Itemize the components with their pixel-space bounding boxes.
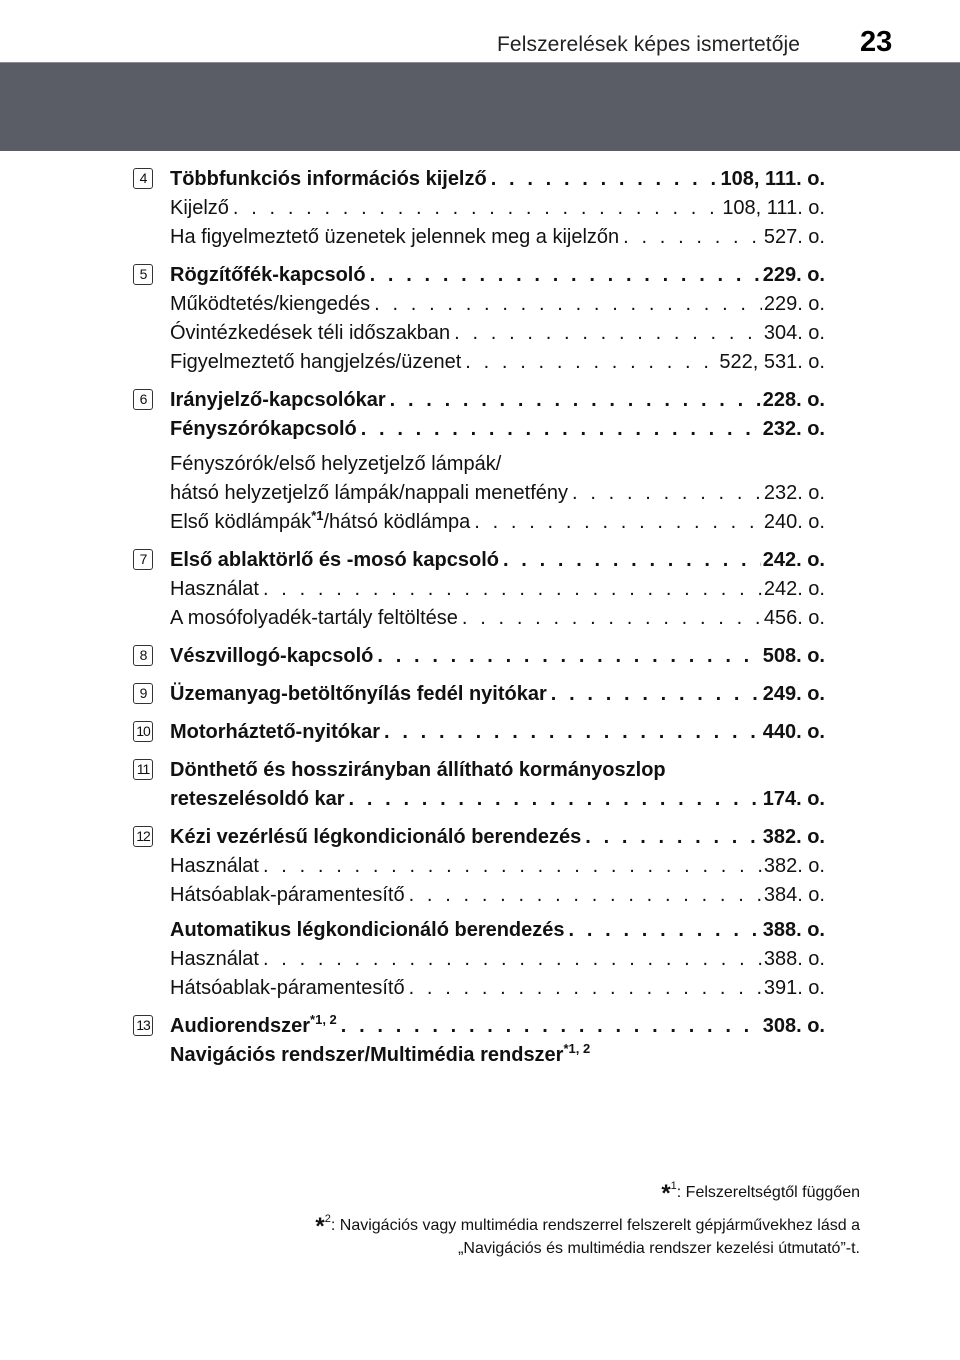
item-number-badge: 7 [133,549,153,570]
entry-heading-line [170,261,825,290]
dot-leader [547,680,761,709]
dot-leader [337,1012,761,1041]
item-number-badge: 9 [133,683,153,704]
item-number-badge: 12 [133,826,153,847]
entry-label [170,642,373,671]
entry-label [170,852,259,881]
dot-leader [458,604,762,633]
contents-list [0,165,960,1079]
entry-label-text: Használat [170,855,259,877]
entry-label-text: Kézi vezérlésű légkondicionáló berendezés [170,826,582,848]
page-reference: 229. o. [762,264,825,286]
dot-leader [568,479,762,508]
entry-label [170,386,386,415]
footnote-number: 1 [670,1180,677,1192]
entry-label-text: Vészvillogó-kapcsoló [170,645,374,667]
entry-label [170,945,259,974]
page-reference: 456. o. [763,607,825,629]
entry-heading-line [170,916,825,945]
entry-label-text: Fényszórók/első helyzetjelző lámpák/ [170,453,502,475]
dot-leader [366,261,761,290]
dot-leader [370,290,762,319]
entry-label [170,261,366,290]
entry-label-text: Navigációs rendszer/Multimédia rendszer [170,1044,564,1066]
footnote-star: * [315,1213,325,1240]
entry-subitem-line [170,450,825,479]
entry-subitem-line [170,290,825,319]
page-reference: 382. o. [763,855,825,877]
page-reference: 240. o. [763,511,825,533]
dot-leader [461,348,717,377]
entry-label-text: Üzemanyag-betöltőnyílás fedél nyitókar [170,683,547,705]
entry-subitem-line [170,575,825,604]
entry-label [170,290,370,319]
item-number-badge: 11 [133,759,153,780]
page-reference: 508. o. [762,645,825,667]
entry-label-text: Működtetés/kiengedés [170,293,371,315]
page-reference: 242. o. [762,549,825,571]
contents-entry [0,546,960,633]
entry-label [170,974,405,1003]
contents-entry [0,680,960,709]
entry-subitem-line [170,194,825,223]
entry-label-text: Automatikus légkondicionáló berendezés [170,919,565,941]
dot-leader [386,386,761,415]
page-reference: 440. o. [762,721,825,743]
entry-label [170,823,581,852]
entry-subitem-line [170,479,825,508]
page-reference: 249. o. [762,683,825,705]
contents-entry [0,642,960,671]
entry-label-text: Ha figyelmeztető üzenetek jelennek meg a kijelzőn [170,226,620,248]
entry-heading-line [170,386,825,415]
entry-label [170,1012,337,1041]
page-reference: 391. o. [763,977,825,999]
entry-label [170,718,380,747]
entry-label-text: Rögzítőfék-kapcsoló [170,264,366,286]
page-reference: 108, 111. o. [720,168,825,190]
entry-subitem-line [170,348,825,377]
dot-leader [450,319,762,348]
entry-label-text: reteszelésoldó kar [170,788,345,810]
entry-heading-line [170,718,825,747]
entry-label [170,680,547,709]
entry-subitem-line [170,319,825,348]
page-reference: 388. o. [763,948,825,970]
entry-heading-line [170,642,825,671]
entry-heading-line [170,756,825,785]
entry-heading-line [170,165,825,194]
dot-leader [357,415,761,444]
entry-label-text: Motorháztető-nyitókar [170,721,380,743]
entry-label-text: Audiorendszer [170,1015,311,1037]
entry-label [170,319,450,348]
page-reference: 174. o. [762,788,825,810]
entry-label-text: Használat [170,948,259,970]
entry-heading-line [170,546,825,575]
dot-leader [345,785,761,814]
entry-label-text: A mosófolyadék-tartály feltöltése [170,607,458,629]
page-number: 23 [860,26,893,58]
entry-heading-line [170,1012,825,1041]
page-reference: 304. o. [763,322,825,344]
dot-leader [619,223,762,252]
dot-leader [405,974,762,1003]
item-number-badge: 8 [133,645,153,666]
entry-label-text: Használat [170,578,259,600]
entry-label-text: Kijelző [170,197,229,219]
footnote-number: 2 [324,1213,331,1225]
contents-entry [0,756,960,814]
entry-label-text: Első ködlámpák [170,511,312,533]
entry-label [170,881,405,910]
page-reference: 382. o. [762,826,825,848]
entry-label [170,450,501,479]
footnote-star: * [661,1180,671,1207]
entry-heading-line [170,785,825,814]
page-reference: 229. o. [763,293,825,315]
entry-label [170,546,499,575]
dot-leader [487,165,719,194]
dot-leader [229,194,720,223]
entry-label [170,508,470,537]
dot-leader [581,823,760,852]
page-reference: 384. o. [763,884,825,906]
contents-entry [0,823,960,1003]
entry-label-text: Hátsóablak-páramentesítő [170,884,405,906]
entry-label-text: Figyelmeztető hangjelzés/üzenet [170,351,462,373]
entry-label-text: Dönthető és hosszirányban állítható kormányoszlop [170,759,666,781]
page-header-title: Felszerelések képes ismertetője [497,33,801,56]
footnote-1 [100,1182,860,1205]
entry-subitem-line [170,604,825,633]
header-banner [0,62,960,151]
entry-label-text: Többfunkciós információs kijelző [170,168,487,190]
item-number-badge: 4 [133,168,153,189]
item-number-badge: 10 [133,721,153,742]
entry-label [170,1041,590,1070]
footnote-text: : Navigációs vagy multimédia rendszerrel felszerelt gépjárművekhez lásd a [330,1217,860,1234]
dot-leader [373,642,760,671]
entry-label-text: Hátsóablak-páramentesítő [170,977,405,999]
dot-leader [259,945,762,974]
entry-label [170,415,357,444]
page-reference: 108, 111. o. [722,197,825,219]
page-reference: 522, 531. o. [719,351,825,373]
entry-subitem-line [170,508,825,537]
footnote-text: : Felszereltségtől függően [676,1184,860,1201]
entry-heading-line [170,415,825,444]
entry-label [170,194,229,223]
entry-label-text: hátsó helyzetjelző lámpák/nappali menetfény [170,482,569,504]
page-reference: 232. o. [762,418,825,440]
entry-label-text-continued: /hátsó ködlámpa [323,511,471,533]
entry-heading-line [170,823,825,852]
entry-label [170,916,565,945]
dot-leader [470,508,762,537]
entry-label-text: Óvintézkedések téli időszakban [170,322,451,344]
entry-subitem-line [170,974,825,1003]
entry-label [170,348,461,377]
entry-label-text: Első ablaktörlő és -mosó kapcsoló [170,549,499,571]
footnote-reference: *1, 2 [310,1012,337,1027]
contents-entry [0,718,960,747]
contents-entry [0,386,960,537]
footnote-reference: *1, 2 [563,1041,591,1056]
entry-heading-line [170,1041,825,1070]
entry-subitem-line [170,852,825,881]
entry-label [170,223,619,252]
entry-label [170,756,666,785]
entry-subitem-line [170,881,825,910]
entry-label [170,165,487,194]
entry-label [170,479,568,508]
footnote-2 [100,1215,860,1260]
footnote-reference: *1 [311,508,324,523]
entry-subitem-line [170,945,825,974]
dot-leader [259,575,762,604]
item-number-badge: 6 [133,389,153,410]
contents-entry [0,165,960,252]
entry-heading-line [170,680,825,709]
dot-leader [405,881,762,910]
page-reference: 308. o. [762,1015,825,1037]
footnote-text-continued: „Navigációs és multimédia rendszer kezelési útmutató”-t. [458,1240,860,1257]
entry-label [170,604,458,633]
page-reference: 527. o. [763,226,825,248]
page-reference: 388. o. [762,919,825,941]
contents-entry [0,261,960,377]
dot-leader [380,718,761,747]
item-number-badge: 5 [133,264,153,285]
entry-label [170,575,259,604]
entry-label [170,785,345,814]
dot-leader [499,546,761,575]
entry-subitem-line [170,223,825,252]
page-reference: 242. o. [763,578,825,600]
dot-leader [259,852,762,881]
page-reference: 232. o. [763,482,825,504]
page-reference: 228. o. [762,389,825,411]
dot-leader [565,916,761,945]
entry-label-text: Fényszórókapcsoló [170,418,357,440]
footnotes [100,1182,860,1260]
item-number-badge: 13 [133,1015,153,1036]
entry-label-text: Irányjelző-kapcsolókar [170,389,386,411]
contents-entry [0,1012,960,1070]
